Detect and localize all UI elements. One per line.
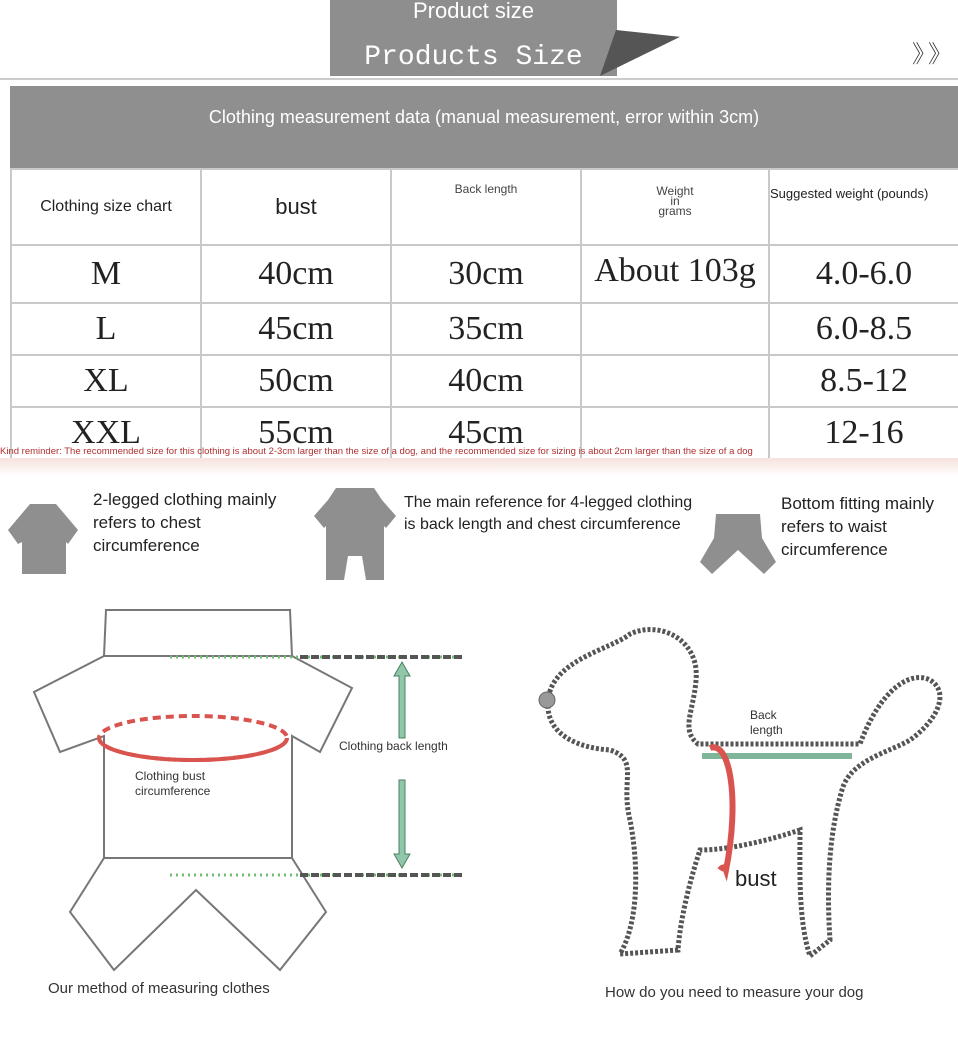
header-bust: bust (201, 169, 391, 245)
header-title: Product size (412, 0, 535, 23)
bust-cell: 45cm (201, 303, 391, 355)
bust-cell: 50cm (201, 355, 391, 407)
header-size-chart: Clothing size chart (11, 169, 201, 245)
hint-bottom: Bottom fitting mainly refers to waist circumference (781, 494, 935, 559)
table-row (11, 245, 958, 303)
pounds-cell: 8.5-12 (769, 355, 958, 407)
clothes-back-length-label: Clothing back length (339, 739, 448, 753)
back-cell: 40cm (391, 355, 581, 407)
dog-caption: How do you need to measure your dog (605, 984, 864, 1001)
table-header-row (11, 169, 958, 245)
pounds-cell: 6.0-8.5 (769, 303, 958, 355)
table-row (11, 355, 958, 407)
hint-four-legged: The main reference for 4-legged clothing is back length and chest circumference (404, 494, 693, 533)
pounds-cell: 12-16 (769, 407, 958, 459)
weight-cell: About 103g (581, 245, 769, 303)
clothes-bust-label: Clothing bust circumference (135, 769, 211, 798)
bottom-clothing-icon (698, 512, 778, 576)
dog-back-length-label: Back length (750, 708, 783, 737)
reminder-band (0, 458, 958, 476)
two-legged-clothing-icon (4, 500, 82, 576)
size-cell: XL (11, 355, 201, 407)
clothes-caption: Our method of measuring clothes (48, 980, 270, 997)
back-cell: 35cm (391, 303, 581, 355)
hint-two-legged: 2-legged clothing mainly refers to chest circumference (93, 490, 277, 555)
header-back-length: Back length (391, 169, 581, 245)
back-cell: 30cm (391, 245, 581, 303)
back-cell: 45cm (391, 407, 581, 459)
kind-reminder: Kind reminder: The recommended size for this clothing is about 2-3cm larger than the size of a dog, and the recommended size for sizing is about 2cm larger than the size of a dog (0, 446, 753, 457)
header-divider (0, 78, 958, 80)
weight-cell-empty (581, 303, 769, 355)
weight-cell-empty (581, 355, 769, 407)
size-cell: XXL (11, 407, 201, 459)
header-suggested-weight: Suggested weight (pounds) (769, 169, 958, 245)
table-banner: Clothing measurement data (manual measurement, error within 3cm) (10, 86, 958, 168)
pounds-cell: 4.0-6.0 (769, 245, 958, 303)
header-weight-grams: Weight in grams (581, 169, 769, 245)
dog-measure-diagram (530, 620, 950, 970)
four-legged-clothing-icon (312, 486, 398, 582)
size-cell: M (11, 245, 201, 303)
header-subtitle: Products Size (364, 42, 583, 73)
bust-cell: 40cm (201, 245, 391, 303)
double-chevron-icon: 》》 (912, 41, 956, 68)
table-row (11, 303, 958, 355)
size-cell: L (11, 303, 201, 355)
dog-bust-label: bust (735, 866, 777, 891)
bust-cell: 55cm (201, 407, 391, 459)
size-table (10, 168, 958, 460)
